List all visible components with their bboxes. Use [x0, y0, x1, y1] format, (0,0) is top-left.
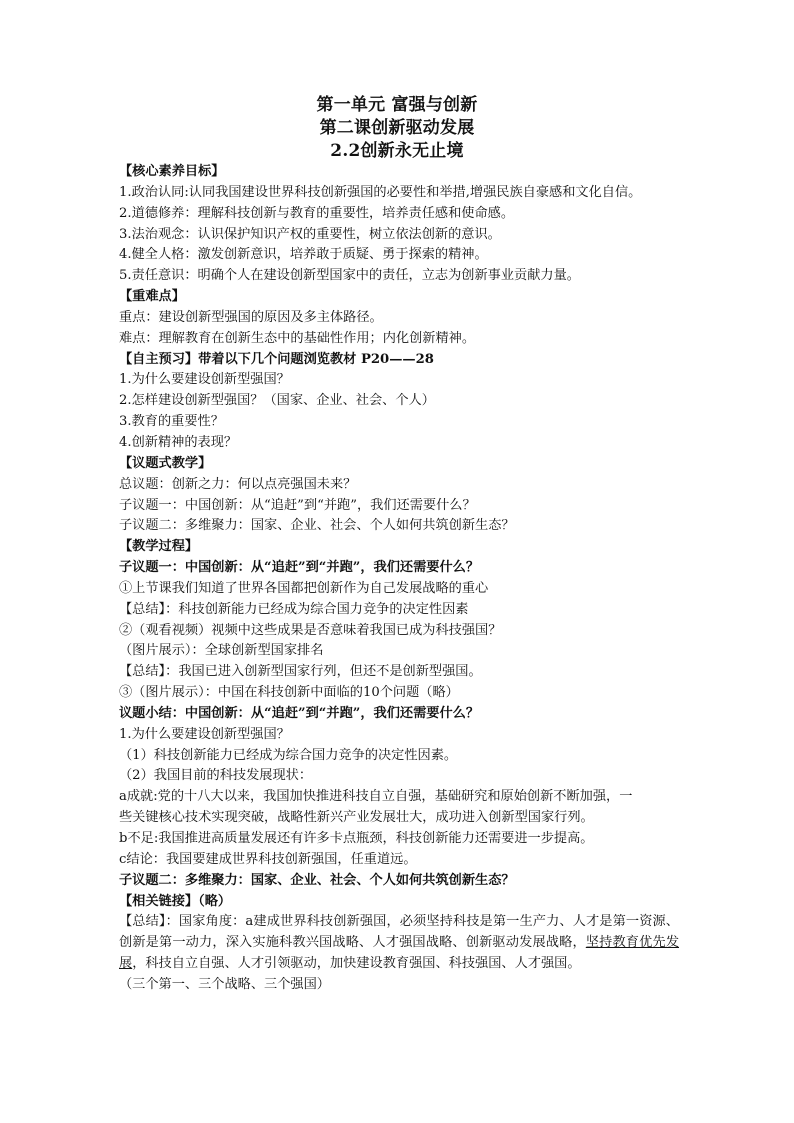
heading-key-points: 【重难点】: [119, 289, 185, 305]
summary-underlined: 坚持教育优先发展: [119, 935, 680, 972]
process-step: （图片展示）：全球创新型国家排名: [119, 643, 324, 659]
preview-question: 3.教育的重要性？: [119, 414, 224, 430]
preview-question: 2.怎样建设创新型强国？（国家、企业、社会、个人）: [119, 393, 435, 409]
title-block: [0, 94, 794, 163]
achievement-line: a成就:党的十八大以来，我国加快推进科技自立自强，基础研究和原始创新不断加强，一: [119, 789, 633, 805]
heading-related-link: 【相关链接】（略）: [119, 893, 232, 909]
preview-question: 4.创新精神的表现？: [119, 434, 238, 450]
goal-law: 3.法治观念：认识保护知识产权的重要性，树立依法创新的意识。: [119, 226, 501, 242]
process-sub-topic-2: 子议题二：多维聚力：国家、企业、社会、个人如何共筑创新生态？: [119, 872, 515, 888]
preview-question: 1.为什么要建设创新型强国？: [119, 372, 290, 388]
goal-responsibility: 5.责任意识：明确个人在建设创新型国家中的责任，立志为创新事业贡献力量。: [119, 268, 580, 284]
process-sub-topic-1: 子议题一：中国创新：从“追赶”到“并跑”，我们还需要什么？: [119, 560, 480, 576]
lesson-title: 第二课创新驱动发展: [319, 118, 475, 138]
heading-teaching-process: 【教学过程】: [119, 539, 199, 555]
sub-topic-1: 子议题一：中国创新：从“追赶”到“并跑”，我们还需要什么？: [119, 497, 476, 513]
difficult-point: 难点：理解教育在创新生态中的基础性作用；内化创新精神。: [119, 330, 476, 346]
summary-note: （三个第一、三个战略、三个强国）: [119, 976, 330, 992]
conclusion-line: c结论：我国要建成世界科技创新强国，任重道远。: [119, 851, 417, 867]
heading-topic-teaching: 【议题式教学】: [119, 455, 212, 471]
summary-head: 【总结】：国家角度：a建成世界科技创新强国，必须坚持科技是第一生产力、人才是第一资源、创新是第一动力，深入实施科教兴国战略、人才强国战略、创新驱动发展战略，: [119, 914, 679, 951]
topic-conclusion-heading: 议题小结：中国创新：从“追赶”到“并跑”，我们还需要什么？: [119, 705, 480, 721]
goal-moral: 2.道德修养：理解科技创新与教育的重要性，培养责任感和使命感。: [119, 205, 515, 221]
goal-political: 1.政治认同:认同我国建设世界科技创新强国的必要性和举措,增强民族自豪感和文化自信。: [119, 184, 642, 200]
process-summary: 【总结】：我国已进入创新型国家行列，但还不是创新型强国。: [119, 664, 482, 680]
sub-topic-2: 子议题二：多维聚力：国家、企业、社会、个人如何共筑创新生态？: [119, 518, 515, 534]
goal-personality: 4.健全人格：激发创新意识，培养敢于质疑、勇于探索的精神。: [119, 247, 488, 263]
achievement-line-cont: 些关键核心技术实现突破，战略性新兴产业发展壮大，成功进入创新型国家行列。: [119, 810, 594, 826]
shortcoming-line: b不足:我国推进高质量发展还有许多卡点瓶颈，科技创新能力还需要进一步提高。: [119, 831, 594, 846]
unit-title: 第一单元 富强与创新: [316, 95, 478, 115]
conclusion-point: （2）我国目前的科技发展现状：: [119, 768, 313, 784]
conclusion-point: （1）科技创新能力已经成为综合国力竞争的决定性因素。: [119, 747, 458, 763]
process-summary: 【总结】：科技创新能力已经成为综合国力竞争的决定性因素: [119, 601, 469, 617]
document-body: [119, 162, 679, 996]
key-point: 重点：建设创新型强国的原因及多主体路径。: [119, 309, 383, 325]
summary-tail: ，科技自立自强、人才引领驱动，加快建设教育强国、科技强国、人才强国。: [132, 956, 581, 972]
conclusion-question: 1.为什么要建设创新型强国？: [119, 726, 290, 742]
process-step: ①上节课我们知道了世界各国都把创新作为自己发展战略的重心: [119, 580, 489, 596]
process-step: ③（图片展示）：中国在科技创新中面临的10个问题（略）: [119, 685, 459, 701]
heading-core-goals: 【核心素养目标】: [119, 164, 225, 179]
heading-preview: 【自主预习】带着以下几个问题浏览教材 P20——28: [119, 351, 434, 367]
section-title: 2.2创新永无止境: [330, 141, 464, 161]
summary-paragraph: [119, 912, 679, 975]
process-step: ②（观看视频）视频中这些成果是否意味着我国已成为科技强国？: [119, 622, 502, 638]
main-topic: 总议题：创新之力：何以点亮强国未来？: [119, 476, 357, 492]
